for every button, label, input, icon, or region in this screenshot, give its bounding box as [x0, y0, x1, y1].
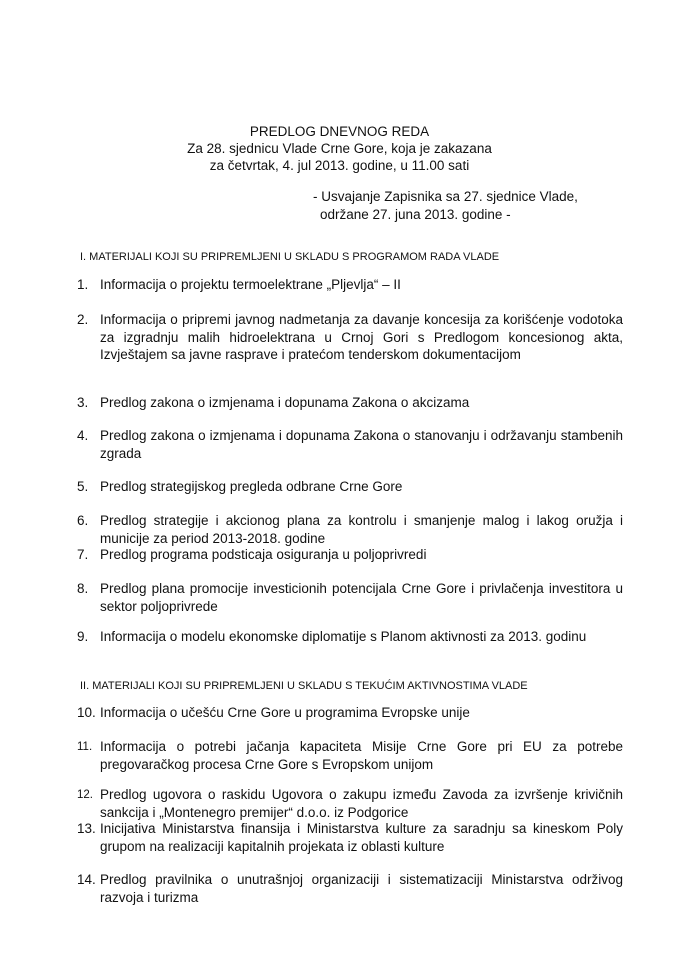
agenda-item-text: Informacija o učešću Crne Gore u programima Evropske unije [100, 705, 470, 720]
agenda-item [77, 478, 623, 496]
agenda-item [77, 628, 623, 646]
agenda-item [77, 704, 623, 722]
agenda-item-text: Informacija o modelu ekonomske diplomatije s Planom aktivnosti za 2013. godinu [100, 629, 587, 644]
agenda-item-number: 5. [77, 479, 89, 494]
agenda-item-text: Informacija o pripremi javnog nadmetanja za davanje koncesija za korišćenje vodotoka za izgradnju malih hidroelektrana u Crnoj Gori s Predlogom koncesionog akta, Izvještajem sa javne rasprave i pratećom tenderskom dokumentacijom [100, 312, 623, 362]
agenda-item [77, 311, 623, 364]
agenda-item-text: Predlog zakona o izmjenama i dopunama Zakona o stanovanju i održavanju stambenih zgrada [100, 428, 623, 461]
session-date-line: za četvrtak, 4. jul 2013. godine, u 11.00 sati [209, 158, 470, 173]
agenda-item-text: Informacija o projektu termoelektrane „Pljevlja“ – II [100, 277, 401, 292]
agenda-item-text: Predlog programa podsticaja osiguranja u poljoprivredi [100, 547, 427, 562]
agenda-item-number: 1. [77, 277, 89, 292]
section-heading-program: I. MATERIJALI KOJI SU PRIPREMLJENI U SKLADU S PROGRAMOM RADA VLADE [80, 251, 500, 263]
agenda-item [77, 820, 623, 855]
agenda-item [77, 580, 623, 615]
section-heading-current: II. MATERIJALI KOJI SU PRIPREMLJENI U SKLADU S TEKUĆIM AKTIVNOSTIMA VLADE [80, 680, 528, 692]
agenda-item [77, 512, 623, 547]
agenda-item-text: Predlog pravilnika o unutrašnjoj organizaciji i sistematizaciji Ministarstva održivog razvoja i turizma [100, 872, 623, 905]
agenda-item [77, 786, 623, 821]
minutes-note-line1: - Usvajanje Zapisnika sa 27. sjednice Vlade, [313, 189, 578, 204]
agenda-item-number: 12. [77, 789, 93, 801]
agenda-item-text: Predlog strategijskog pregleda odbrane Crne Gore [100, 479, 403, 494]
agenda-item [77, 394, 623, 412]
document-title: PREDLOG DNEVNOG REDA [249, 124, 430, 139]
agenda-item-text: Inicijativa Ministarstva finansija i Ministarstva kulture za saradnju sa kineskom Poly grupom na realizaciji kapitalnih projekata iz oblasti kulture [100, 821, 623, 854]
agenda-item [77, 738, 623, 773]
agenda-item-number: 3. [77, 395, 89, 410]
agenda-item-number: 10. [77, 705, 96, 720]
agenda-item-text: Predlog plana promocije investicionih potencijala Crne Gore i privlačenja investitora u sektor poljoprivrede [100, 581, 623, 614]
agenda-item-text: Predlog strategije i akcionog plana za kontrolu i smanjenje malog i lakog oružja i municije za period 2013-2018. godine [100, 513, 623, 546]
agenda-item-number: 4. [77, 428, 89, 443]
agenda-item [77, 546, 623, 564]
agenda-item-number: 2. [77, 312, 89, 327]
agenda-item [77, 427, 623, 462]
agenda-item [77, 871, 623, 906]
agenda-item-number: 13. [77, 821, 96, 836]
agenda-item-number: 7. [77, 547, 89, 562]
agenda-item [77, 276, 623, 294]
agenda-item-number: 11. [77, 741, 93, 753]
session-line: Za 28. sjednicu Vlade Crne Gore, koja je zakazana [187, 141, 492, 156]
agenda-item-number: 6. [77, 513, 89, 528]
agenda-item-text: Predlog zakona o izmjenama i dopunama Zakona o akcizama [100, 395, 470, 410]
agenda-item-text: Informacija o potrebi jačanja kapaciteta Misije Crne Gore pri EU za potrebe pregovaračkog procesa Crne Gore s Evropskom unijom [100, 739, 623, 772]
agenda-item-number: 9. [77, 629, 89, 644]
agenda-item-number: 8. [77, 581, 89, 596]
agenda-item-text: Predlog ugovora o raskidu Ugovora o zakupu između Zavoda za izvršenje krivičnih sankcija i „Montenegro premijer“ d.o.o. iz Podgorice [100, 787, 623, 820]
minutes-note-line2: održane 27. juna 2013. godine - [320, 207, 511, 222]
agenda-item-number: 14. [77, 872, 96, 887]
